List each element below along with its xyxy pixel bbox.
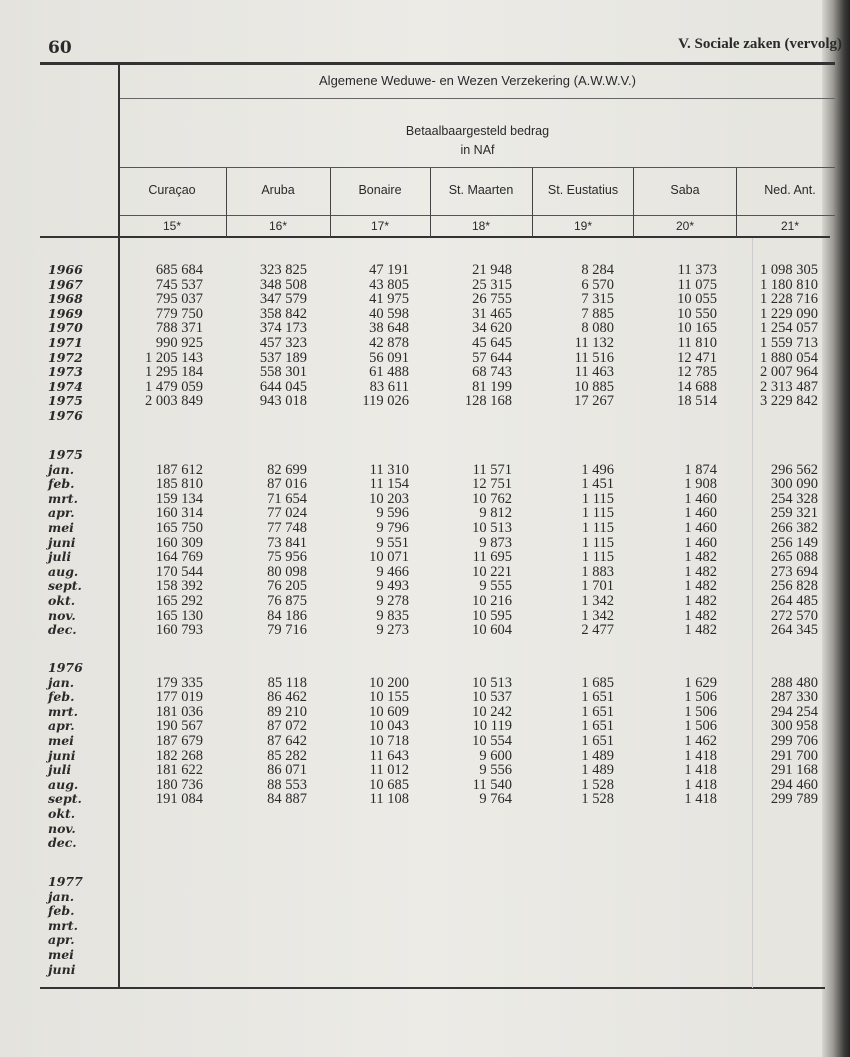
- cell-value: 11 108: [369, 791, 409, 808]
- cell-value: 41 975: [369, 291, 409, 308]
- cell-value: 1 489: [581, 747, 614, 764]
- cell-value: 76 875: [267, 592, 307, 609]
- cell-value: 348 508: [259, 276, 307, 293]
- row-label: 1974: [48, 378, 83, 394]
- cell-value: 170 544: [155, 563, 203, 580]
- row-label: apr.: [48, 718, 75, 734]
- cell-value: 79 716: [267, 622, 307, 639]
- cell-value: 10 155: [369, 689, 409, 706]
- cell-value: 10 055: [677, 291, 717, 308]
- subtitle-line: in NAf: [460, 143, 495, 157]
- cell-value: 21 948: [472, 262, 512, 278]
- cell-value: 990 925: [155, 334, 203, 351]
- cell-value: 1 528: [581, 776, 614, 793]
- cell-value: 57 644: [472, 349, 512, 366]
- cell-value: 291 168: [770, 762, 818, 779]
- cell-value: 10 513: [472, 519, 512, 536]
- cell-value: 299 789: [770, 791, 818, 808]
- cell-value: 265 088: [770, 549, 818, 566]
- cell-value: 10 043: [369, 718, 409, 735]
- cell-value: 1 651: [581, 703, 614, 720]
- cell-value: 288 480: [770, 674, 818, 691]
- cell-value: 1 496: [581, 461, 614, 478]
- cell-value: 1 460: [684, 519, 717, 536]
- cell-value: 87 016: [267, 476, 307, 493]
- row-label: dec.: [48, 835, 77, 851]
- row-label: nov.: [48, 607, 76, 623]
- column-header: St. Maarten: [448, 183, 514, 197]
- cell-value: 14 688: [677, 378, 717, 395]
- cell-value: 47 191: [369, 262, 409, 278]
- cell-value: 10 513: [472, 674, 512, 691]
- row-label: jan.: [48, 461, 75, 477]
- row-label: mrt.: [48, 490, 78, 506]
- row-label: sept.: [48, 791, 82, 807]
- cell-value: 71 654: [267, 490, 307, 507]
- cell-value: 10 550: [677, 305, 717, 322]
- cell-value: 300 958: [770, 718, 818, 735]
- title-rule: [120, 98, 835, 99]
- column-header: Curaçao: [148, 183, 196, 197]
- cell-value: 190 567: [155, 718, 203, 735]
- column-number: 20*: [675, 219, 695, 233]
- cell-value: 10 604: [472, 622, 512, 639]
- cell-value: 165 292: [155, 592, 203, 609]
- cell-value: 358 842: [259, 305, 307, 322]
- cell-value: 42 878: [369, 334, 409, 351]
- cell-value: 1 115: [581, 549, 614, 566]
- row-label: jan.: [48, 888, 75, 904]
- cell-value: 1 460: [684, 505, 717, 522]
- cell-value: 38 648: [369, 320, 409, 337]
- cell-value: 9 273: [376, 622, 409, 639]
- cell-value: 299 706: [770, 732, 818, 749]
- cell-value: 11 810: [677, 334, 717, 351]
- row-label: mei: [48, 946, 74, 962]
- row-label: 1971: [48, 334, 83, 350]
- cell-value: 9 812: [479, 505, 512, 522]
- cell-value: 9 835: [376, 607, 409, 624]
- cell-value: 1 908: [684, 476, 717, 493]
- cell-value: 779 750: [155, 305, 203, 322]
- cell-value: 1 651: [581, 689, 614, 706]
- cell-value: 177 019: [155, 689, 203, 706]
- cell-value: 10 718: [369, 732, 409, 749]
- cell-value: 187 612: [155, 461, 203, 478]
- cell-value: 159 134: [155, 490, 203, 507]
- cell-value: 68 743: [472, 364, 512, 381]
- cell-value: 87 072: [267, 718, 307, 735]
- cell-value: 272 570: [770, 607, 818, 624]
- cell-value: 1 180 810: [760, 276, 818, 293]
- cell-value: 76 205: [267, 578, 307, 595]
- column-header: Ned. Ant.: [764, 183, 816, 197]
- cell-value: 1 451: [581, 476, 614, 493]
- row-label: mrt.: [48, 703, 78, 719]
- cell-value: 2 313 487: [760, 378, 818, 395]
- cell-value: 10 609: [369, 703, 409, 720]
- cell-value: 34 620: [472, 320, 512, 337]
- column-number: 21*: [780, 219, 800, 233]
- row-label: dec.: [48, 622, 77, 638]
- cell-value: 1 506: [684, 703, 717, 720]
- column-number: 15*: [162, 219, 182, 233]
- cell-value: 644 045: [259, 378, 307, 395]
- cell-value: 81 199: [472, 378, 512, 395]
- cell-value: 1 098 305: [760, 262, 818, 278]
- cell-value: 43 805: [369, 276, 409, 293]
- cell-value: 264 485: [770, 592, 818, 609]
- cell-value: 80 098: [267, 563, 307, 580]
- section-title: V. Sociale zaken (vervolg): [678, 36, 842, 52]
- header-bottom-rule: [40, 236, 830, 238]
- row-label: juni: [48, 961, 76, 977]
- column-header: Aruba: [261, 183, 295, 197]
- cell-value: 1 482: [684, 622, 717, 639]
- cell-value: 374 173: [259, 320, 307, 337]
- cell-value: 287 330: [770, 689, 818, 706]
- cell-value: 1 701: [581, 578, 614, 595]
- cell-value: 1 115: [581, 490, 614, 507]
- cell-value: 61 488: [369, 364, 409, 381]
- cell-value: 323 825: [259, 262, 307, 278]
- cell-value: 40 598: [369, 305, 409, 322]
- cell-value: 6 570: [581, 276, 614, 293]
- cell-value: 1 479 059: [145, 378, 203, 395]
- year-heading: 1976: [48, 660, 83, 675]
- cell-value: 180 736: [155, 776, 203, 793]
- row-label: apr.: [48, 505, 75, 521]
- cell-value: 273 694: [770, 563, 818, 580]
- row-label: jan.: [48, 674, 75, 690]
- cell-value: 1 651: [581, 732, 614, 749]
- cell-value: 165 130: [155, 607, 203, 624]
- cell-value: 9 596: [376, 505, 409, 522]
- cell-value: 11 695: [472, 549, 512, 566]
- row-label: mrt.: [48, 917, 78, 933]
- cell-value: 11 154: [369, 476, 409, 493]
- cell-value: 10 595: [472, 607, 512, 624]
- cell-value: 1 460: [684, 534, 717, 551]
- cell-value: 11 310: [369, 461, 409, 478]
- cell-value: 128 168: [464, 393, 512, 410]
- cell-value: 11 373: [677, 262, 717, 278]
- cell-value: 1 482: [684, 549, 717, 566]
- cell-value: 85 282: [267, 747, 307, 764]
- row-label: juni: [48, 747, 76, 763]
- cell-value: 164 769: [155, 549, 203, 566]
- cell-value: 1 629: [684, 674, 717, 691]
- cell-value: 1 115: [581, 505, 614, 522]
- cell-value: 87 642: [267, 732, 307, 749]
- cell-value: 1 115: [581, 534, 614, 551]
- cell-value: 83 611: [369, 378, 409, 395]
- cell-value: 457 323: [259, 334, 307, 351]
- cell-value: 86 462: [267, 689, 307, 706]
- cell-value: 160 309: [155, 534, 203, 551]
- cell-value: 1 874: [684, 461, 717, 478]
- cell-value: 2 007 964: [760, 364, 818, 381]
- cell-value: 8 080: [581, 320, 614, 337]
- cell-value: 160 793: [155, 622, 203, 639]
- cell-value: 1 528: [581, 791, 614, 808]
- cell-value: 1 342: [581, 592, 614, 609]
- cell-value: 75 956: [267, 549, 307, 566]
- cell-value: 1 462: [684, 732, 717, 749]
- cell-value: 1 205 143: [145, 349, 203, 366]
- cell-value: 1 254 057: [760, 320, 818, 337]
- cell-value: 1 482: [684, 563, 717, 580]
- row-label: juli: [48, 762, 72, 778]
- cell-value: 12 785: [677, 364, 717, 381]
- cell-value: 181 622: [155, 762, 203, 779]
- cell-value: 8 284: [581, 262, 614, 278]
- cell-value: 1 482: [684, 578, 717, 595]
- cell-value: 9 873: [479, 534, 512, 551]
- table-subtitle: [120, 122, 835, 160]
- cell-value: 11 571: [472, 461, 512, 478]
- cell-value: 84 186: [267, 607, 307, 624]
- row-label: apr.: [48, 932, 75, 948]
- cell-value: 1 418: [684, 791, 717, 808]
- cell-value: 10 216: [472, 592, 512, 609]
- cell-value: 9 764: [479, 791, 512, 808]
- cell-value: 7 315: [581, 291, 614, 308]
- cell-value: 165 750: [155, 519, 203, 536]
- cell-value: 1 506: [684, 718, 717, 735]
- cell-value: 9 551: [376, 534, 409, 551]
- cell-value: 1 489: [581, 762, 614, 779]
- cell-value: 77 748: [267, 519, 307, 536]
- cell-value: 1 115: [581, 519, 614, 536]
- cell-value: 9 466: [376, 563, 409, 580]
- cell-value: 264 345: [770, 622, 818, 639]
- cell-value: 10 119: [472, 718, 512, 735]
- cell-value: 77 024: [267, 505, 307, 522]
- cell-value: 1 418: [684, 762, 717, 779]
- cell-value: 158 392: [155, 578, 203, 595]
- cell-value: 84 887: [267, 791, 307, 808]
- cell-value: 10 165: [677, 320, 717, 337]
- row-label: 1972: [48, 349, 83, 365]
- cell-value: 1 418: [684, 747, 717, 764]
- cell-value: 9 600: [479, 747, 512, 764]
- column-number: 16*: [268, 219, 288, 233]
- cell-value: 537 189: [259, 349, 307, 366]
- cell-value: 9 556: [479, 762, 512, 779]
- cell-value: 89 210: [267, 703, 307, 720]
- cell-value: 1 229 090: [760, 305, 818, 322]
- cell-value: 558 301: [259, 364, 307, 381]
- cell-value: 9 278: [376, 592, 409, 609]
- cell-value: 1 418: [684, 776, 717, 793]
- cell-value: 1 228 716: [760, 291, 818, 308]
- cell-value: 9 493: [376, 578, 409, 595]
- bottom-rule: [40, 987, 825, 989]
- cell-value: 1 883: [581, 563, 614, 580]
- row-label: aug.: [48, 563, 79, 579]
- cell-value: 12 471: [677, 349, 717, 366]
- cell-value: 25 315: [472, 276, 512, 293]
- cell-value: 12 751: [472, 476, 512, 493]
- page-number: 60: [48, 38, 72, 58]
- cell-value: 73 841: [267, 534, 307, 551]
- cell-value: 10 242: [472, 703, 512, 720]
- cell-value: 185 810: [155, 476, 203, 493]
- cell-value: 259 321: [770, 505, 818, 522]
- cell-value: 119 026: [362, 393, 409, 410]
- row-label: 1966: [48, 262, 83, 277]
- year-heading: 1975: [48, 447, 83, 462]
- row-label: mei: [48, 519, 74, 535]
- top-rule: [40, 62, 835, 65]
- column-header: St. Eustatius: [547, 183, 619, 197]
- cell-value: 256 828: [770, 578, 818, 595]
- cell-value: 11 643: [369, 747, 409, 764]
- cell-value: 10 762: [472, 490, 512, 507]
- row-label: 1968: [48, 291, 83, 307]
- column-number: 19*: [573, 219, 593, 233]
- row-label: sept.: [48, 578, 82, 594]
- cell-value: 26 755: [472, 291, 512, 308]
- row-label: feb.: [48, 903, 75, 919]
- year-heading: 1977: [48, 874, 83, 889]
- cell-value: 7 885: [581, 305, 614, 322]
- cell-value: 943 018: [259, 393, 307, 410]
- row-label: okt.: [48, 592, 76, 608]
- row-label: 1973: [48, 364, 83, 380]
- cell-value: 1 880 054: [760, 349, 818, 366]
- row-label: 1967: [48, 276, 83, 292]
- cell-value: 31 465: [472, 305, 512, 322]
- cell-value: 10 221: [472, 563, 512, 580]
- cell-value: 10 200: [369, 674, 409, 691]
- table-title: Algemene Weduwe- en Wezen Verzekering (A.W.W.V.): [319, 73, 636, 88]
- row-label: nov.: [48, 820, 76, 836]
- row-label: 1976: [48, 407, 83, 423]
- row-label: okt.: [48, 805, 76, 821]
- cell-value: 1 482: [684, 592, 717, 609]
- row-label: 1969: [48, 305, 83, 321]
- column-number: 18*: [471, 219, 491, 233]
- column-header: Saba: [670, 183, 700, 197]
- cell-value: 788 371: [155, 320, 203, 337]
- subtitle-rule: [120, 167, 835, 168]
- cell-value: 795 037: [155, 291, 203, 308]
- cell-value: 181 036: [155, 703, 203, 720]
- cell-value: 191 084: [155, 791, 203, 808]
- row-label: mei: [48, 732, 74, 748]
- cell-value: 160 314: [155, 505, 203, 522]
- cell-value: 10 885: [574, 378, 614, 395]
- cell-value: 11 540: [472, 776, 512, 793]
- cell-value: 85 118: [267, 674, 307, 691]
- cell-value: 17 267: [574, 393, 614, 410]
- cell-value: 296 562: [770, 461, 818, 478]
- cell-value: 1 651: [581, 718, 614, 735]
- cell-value: 1 460: [684, 490, 717, 507]
- row-label: juni: [48, 534, 76, 550]
- cell-value: 294 254: [770, 703, 818, 720]
- cell-value: 182 268: [155, 747, 203, 764]
- cell-value: 45 645: [472, 334, 512, 351]
- cell-value: 254 328: [770, 490, 818, 507]
- cell-value: 11 132: [574, 334, 614, 351]
- row-label: 1970: [48, 320, 83, 336]
- cell-value: 10 554: [472, 732, 512, 749]
- cell-value: 10 071: [369, 549, 409, 566]
- cell-value: 82 699: [267, 461, 307, 478]
- row-label: feb.: [48, 476, 75, 492]
- column-header: Bonaire: [358, 183, 402, 197]
- cell-value: 18 514: [677, 393, 717, 410]
- cell-value: 266 382: [770, 519, 818, 536]
- cell-value: 256 149: [770, 534, 818, 551]
- row-label: 1975: [48, 393, 83, 409]
- cell-value: 1 506: [684, 689, 717, 706]
- cell-value: 56 091: [369, 349, 409, 366]
- cell-value: 1 295 184: [145, 364, 203, 381]
- cell-value: 179 335: [155, 674, 203, 691]
- cell-value: 347 579: [259, 291, 307, 308]
- cell-value: 11 012: [369, 762, 409, 779]
- cell-value: 1 342: [581, 607, 614, 624]
- cell-value: 9 796: [376, 519, 409, 536]
- subtitle-line: Betaalbaargesteld bedrag: [405, 124, 550, 138]
- cell-value: 9 555: [479, 578, 512, 595]
- cell-value: 88 553: [267, 776, 307, 793]
- colhead-rule: [120, 215, 835, 216]
- row-label: aug.: [48, 776, 79, 792]
- cell-value: 685 684: [155, 262, 203, 278]
- cell-value: 1 559 713: [760, 334, 818, 351]
- cell-value: 11 516: [574, 349, 614, 366]
- cell-value: 294 460: [770, 776, 818, 793]
- column-number: 17*: [370, 219, 390, 233]
- cell-value: 10 537: [472, 689, 512, 706]
- cell-value: 11 463: [574, 364, 614, 381]
- cell-value: 1 685: [581, 674, 614, 691]
- row-label: feb.: [48, 689, 75, 705]
- cell-value: 1 482: [684, 607, 717, 624]
- cell-value: 10 685: [369, 776, 409, 793]
- cell-value: 2 477: [581, 622, 614, 639]
- cell-value: 745 537: [155, 276, 203, 293]
- cell-value: 3 229 842: [760, 393, 818, 410]
- cell-value: 300 090: [770, 476, 818, 493]
- cell-value: 11 075: [677, 276, 717, 293]
- cell-value: 291 700: [770, 747, 818, 764]
- cell-value: 187 679: [155, 732, 203, 749]
- cell-value: 86 071: [267, 762, 307, 779]
- row-label: juli: [48, 549, 72, 565]
- cell-value: 10 203: [369, 490, 409, 507]
- cell-value: 2 003 849: [145, 393, 203, 410]
